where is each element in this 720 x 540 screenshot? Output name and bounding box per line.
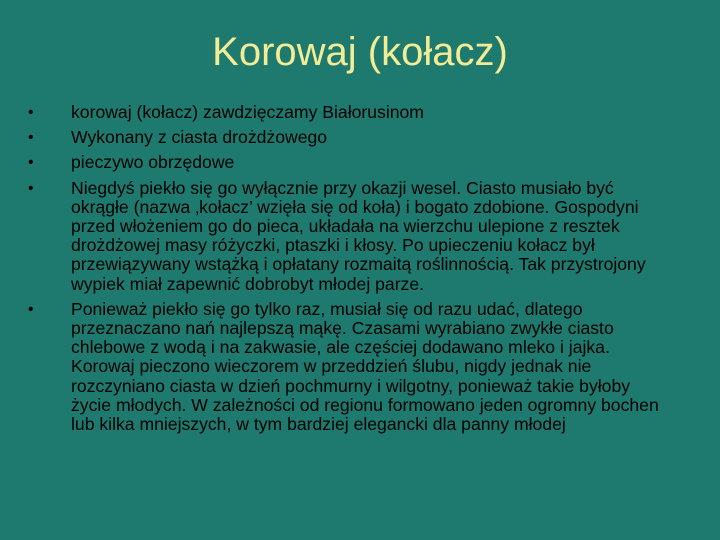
bullet-text: Ponieważ piekło się go tylko raz, musiał się od razu udać, dlatego przeznaczano nań najlepszą mąkę. Czasami wyrabiano zwykłe ciasto chlebowe z wodą i na zakwasie, ale częściej dodawano mleko i jajka. Korowaj pieczono wieczorem w przeddzień ślubu, nigdy jednak nie rozczyniano ciasta w dzień pochmurny i wilgotny, ponieważ takie byłoby życie młodych. W zależności od regionu formowano jeden ogromny bochen lub kilka mniejszych, w tym bardziej elegancki dla panny młodej — [71, 298, 659, 435]
bullet-icon: • — [28, 154, 34, 172]
bullet-text: korowaj (kołacz) zawdzięczamy Białorusinom — [71, 102, 424, 122]
list-item — [24, 153, 674, 172]
list-item — [24, 179, 674, 294]
list-item — [24, 300, 674, 434]
slide-title: Korowaj (kołacz) — [212, 30, 508, 74]
bullet-list — [24, 103, 674, 440]
bullet-text: Wykonany z ciasta drożdżowego — [71, 127, 328, 148]
bullet-text: pieczywo obrzędowe — [71, 152, 235, 173]
list-item — [24, 128, 674, 147]
bullet-icon: • — [28, 104, 34, 121]
bullet-icon: • — [28, 129, 34, 147]
bullet-text: Niegdyś piekło się go wyłącznie przy okazji wesel. Ciasto musiało być okrągłe (nazwa ‚kołacz’ wzięła się od koła) i bogato zdobione. Gospodyni przed włożeniem go do pieca, układała na wierzchu ulepione z resztek drożdżowej masy różyczki, ptaszki i kłosy. Po upieczeniu kołacz był przewiązywany wstążką i opłatany rozmaitą roślinnością. Tak przystrojony wypiek miał zapewnić dobrobyt młodej parze. — [71, 177, 646, 294]
list-item — [24, 103, 674, 122]
bullet-icon: • — [28, 179, 34, 197]
bullet-icon: • — [28, 300, 34, 318]
